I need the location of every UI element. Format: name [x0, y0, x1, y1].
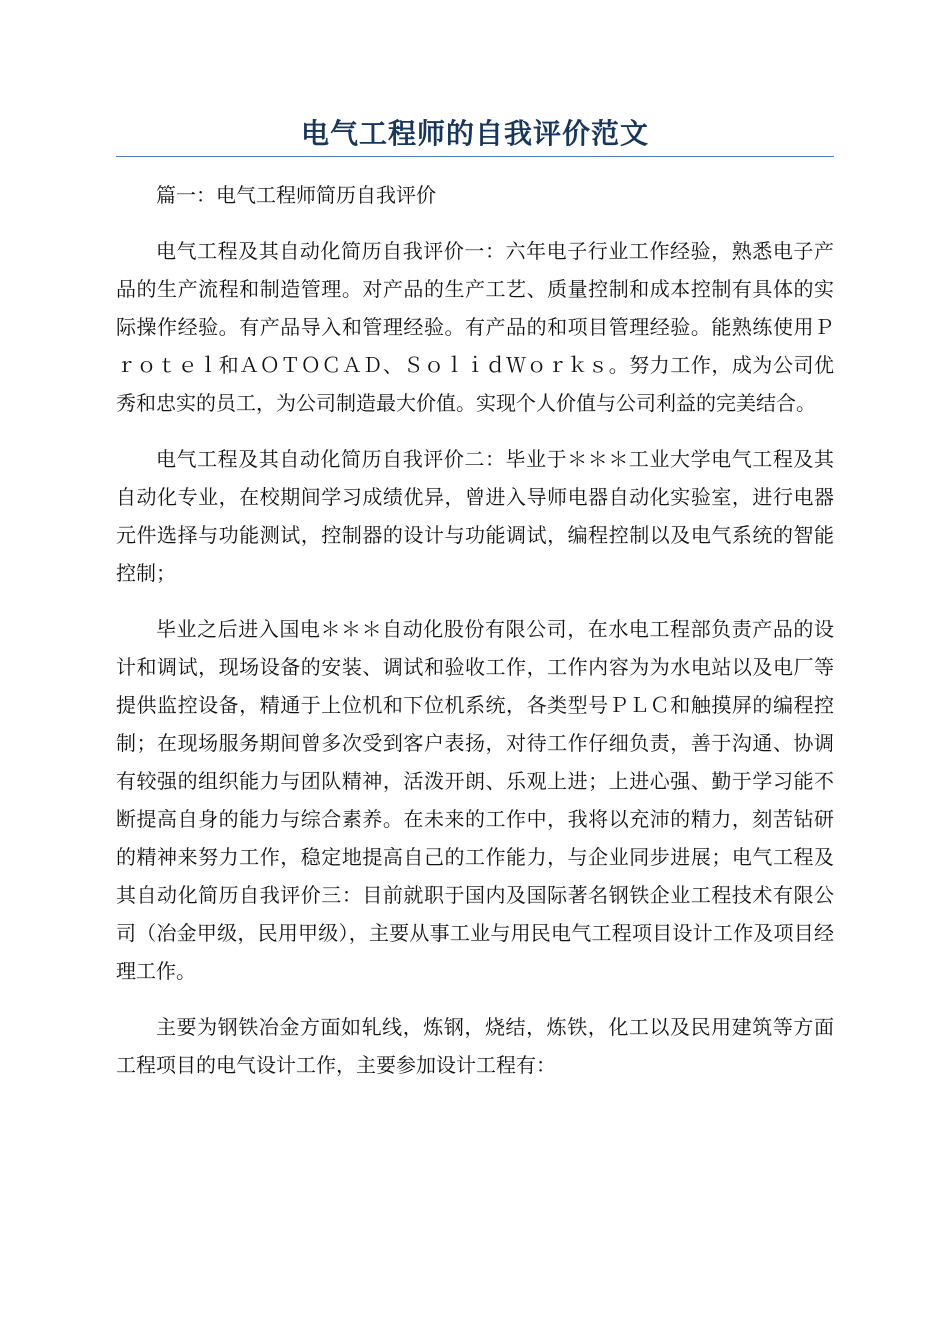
paragraph-2: 电气工程及其自动化简历自我评价二：毕业于＊＊＊工业大学电气工程及其自动化专业，在校期间学习成绩优异，曾进入导师电器自动化实验室，进行电器元件选择与功能测试，控制器的设计与功能调试，编程控制以及电气系统的智能控制； — [116, 447, 834, 585]
paragraph-1: 电气工程及其自动化简历自我评价一：六年电子行业工作经验，熟悉电子产品的生产流程和制造管理。对产品的生产工艺、质量控制和成本控制有具体的实际操作经验。有产品导入和管理经验。有产品的和项目管理经验。能熟练使用Ｐｒｏｔｅｌ和ＡＯＴＯＣＡＤ、ＳｏｌｉｄＷｏｒｋｓ。努力工作，成为公司优秀和忠实的员工，为公司制造最大价值。实现个人价值与公司利益的完美结合。 — [116, 239, 834, 415]
section-heading: 篇一：电气工程师简历自我评价 — [156, 183, 436, 207]
title-underline — [116, 156, 834, 157]
paragraph-4: 主要为钢铁冶金方面如轧线，炼钢，烧结，炼铁，化工以及民用建筑等方面工程项目的电气设计工作，主要参加设计工程有： — [116, 1015, 834, 1077]
document-title: 电气工程师的自我评价范文 — [300, 117, 649, 150]
document-body — [116, 176, 834, 1102]
paragraph-3: 毕业之后进入国电＊＊＊自动化股份有限公司，在水电工程部负责产品的设计和调试，现场设备的安装、调试和验收工作，工作内容为为水电站以及电厂等提供监控设备，精通于上位机和下位机系统，各类型号ＰＬＣ和触摸屏的编程控制；在现场服务期间曾多次受到客户表扬，对待工作仔细负责，善于沟通、协调有较强的组织能力与团队精神，活泼开朗、乐观上进；上进心强、勤于学习能不断提高自身的能力与综合素养。在未来的工作中，我将以充沛的精力，刻苦钻研的精神来努力工作，稳定地提高自己的工作能力，与企业同步进展；电气工程及其自动化简历自我评价三：目前就职于国内及国际著名钢铁企业工程技术有限公司（冶金甲级，民用甲级），主要从事工业与用民电气工程项目设计工作及项目经理工作。 — [116, 617, 834, 983]
